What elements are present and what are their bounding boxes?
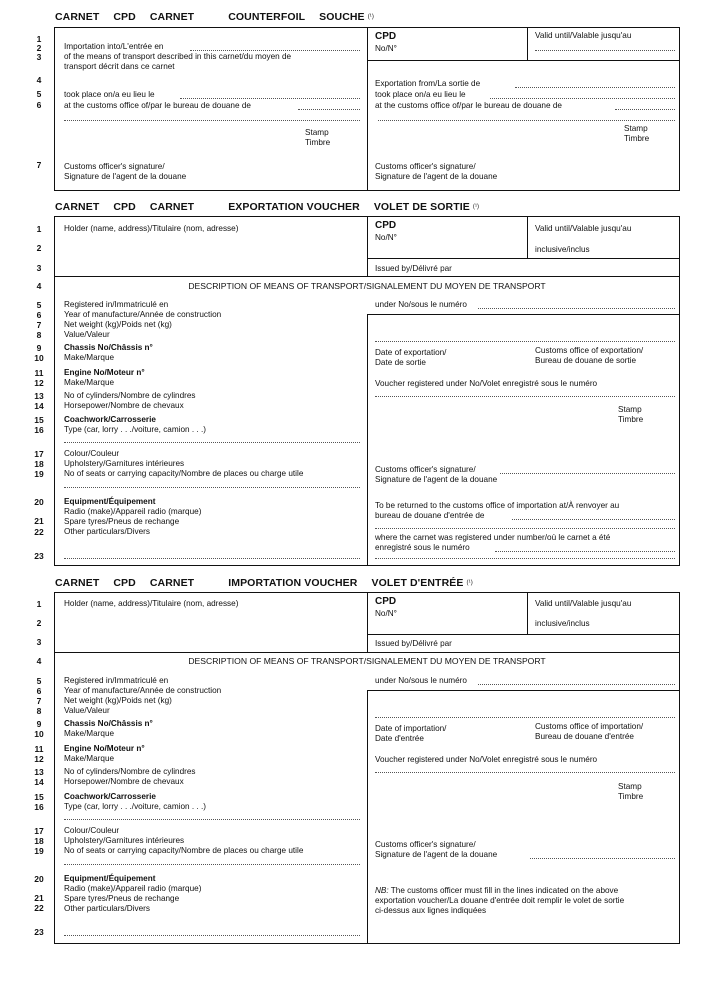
return-line-2: bureau de douane d'entrée de xyxy=(375,511,485,520)
date-office-field[interactable] xyxy=(375,341,675,342)
field-spare-tyres: Spare tyres/Pneus de rechange xyxy=(64,517,180,526)
importation-into-label: Importation into/L'entrée en xyxy=(64,42,164,51)
field-spare-tyres: Spare tyres/Pneus de rechange xyxy=(64,894,180,903)
line-number: 2 xyxy=(36,43,42,53)
line-number: 11 xyxy=(34,368,44,378)
divider xyxy=(367,60,680,61)
line-number: 2 xyxy=(36,243,42,253)
title-en: COUNTERFOIL xyxy=(228,11,306,23)
counterfoil-header xyxy=(55,11,374,23)
seats-extra-field[interactable] xyxy=(64,487,360,488)
line-number: 6 xyxy=(36,686,42,696)
line-number: 4 xyxy=(36,656,42,666)
carnet-label: CARNET xyxy=(149,201,195,213)
field-radio: Radio (make)/Appareil radio (marque) xyxy=(64,507,202,516)
field-year-of-manufacture: Year of manufacture/Année de construction xyxy=(64,310,222,319)
date-office-field[interactable] xyxy=(375,717,675,718)
where-number-field-2[interactable] xyxy=(375,558,675,559)
line-number: 3 xyxy=(36,52,42,62)
field-cylinders: No of cylinders/Nombre de cylindres xyxy=(64,391,196,400)
divider xyxy=(54,652,680,653)
line-number: 6 xyxy=(36,310,42,320)
took-place-label: took place on/a eu lieu le xyxy=(64,90,155,99)
nb-line-3: ci-dessus aux lignes indiquées xyxy=(375,906,487,915)
field-equipment: Equipment/Équipement xyxy=(64,497,156,506)
title-fr: VOLET DE SORTIE xyxy=(373,201,470,213)
line-number: 17 xyxy=(34,826,44,836)
stamp-label: Stamp xyxy=(624,124,648,133)
footnote-mark: (¹) xyxy=(367,14,374,20)
field-coachwork: Coachwork/Carrosserie xyxy=(64,792,156,801)
divider xyxy=(367,314,368,566)
line-number: 9 xyxy=(36,719,42,729)
stamp-label: Stamp xyxy=(305,128,329,137)
where-line-2: enregistré sous le numéro xyxy=(375,543,470,552)
inclusive-label: inclusive/inclus xyxy=(535,245,590,254)
line-number: 1 xyxy=(36,224,42,234)
line-number: 5 xyxy=(36,300,42,310)
cpd-label: CPD xyxy=(375,31,397,42)
took-place-label: took place on/a eu lieu le xyxy=(375,90,466,99)
took-place-field[interactable] xyxy=(490,98,675,99)
type-extra-field[interactable] xyxy=(64,442,360,443)
field-colour: Colour/Couleur xyxy=(64,449,120,458)
line-number: 10 xyxy=(34,729,44,739)
signature-field[interactable] xyxy=(500,473,675,474)
signature-en: Customs officer's signature/ xyxy=(375,162,476,171)
divider xyxy=(367,314,680,315)
signature-fr: Signature de l'agent de la douane xyxy=(375,850,498,859)
divider xyxy=(367,27,368,191)
holder-label: Holder (name, address)/Titulaire (nom, adresse) xyxy=(64,599,239,608)
voucher-registered-field[interactable] xyxy=(375,772,675,773)
signature-fr: Signature de l'agent de la douane xyxy=(375,172,498,181)
nb-line-2: exportation voucher/La douane d'entrée doit remplir le volet de sortie xyxy=(375,896,625,905)
line-number: 20 xyxy=(34,497,44,507)
line-number: 14 xyxy=(34,401,44,411)
return-line-1: To be returned to the customs office of importation at/À renvoyer au xyxy=(375,501,620,510)
where-line-1: where the carnet was registered under number/où le carnet a été xyxy=(375,533,611,542)
date-label-fr: Date de sortie xyxy=(375,358,426,367)
field-engine-no: Engine No/Moteur n° xyxy=(64,368,145,377)
line-number: 3 xyxy=(36,637,42,647)
customs-office-field-2[interactable] xyxy=(64,120,360,121)
office-label-en: Customs office of exportation/ xyxy=(535,346,644,355)
issued-by-label: Issued by/Délivré par xyxy=(375,264,452,273)
line-number: 14 xyxy=(34,777,44,787)
line-number: 7 xyxy=(36,160,42,170)
description-heading: DESCRIPTION OF MEANS OF TRANSPORT/SIGNALEMENT DU MOYEN DE TRANSPORT xyxy=(188,281,546,291)
line-number: 12 xyxy=(34,754,44,764)
valid-until-label: Valid until/Valable jusqu'au xyxy=(535,31,632,40)
field-horsepower: Horsepower/Nombre de chevaux xyxy=(64,401,184,410)
under-no-label: under No/sous le numéro xyxy=(375,300,467,309)
field-chassis-make: Make/Marque xyxy=(64,729,115,738)
field-net-weight: Net weight (kg)/Poids net (kg) xyxy=(64,696,172,705)
customs-office-field-2[interactable] xyxy=(378,120,675,121)
line-number: 16 xyxy=(34,425,44,435)
line-number: 7 xyxy=(36,320,42,330)
line-number: 1 xyxy=(36,34,42,44)
voucher-registered-label: Voucher registered under No/Volet enregistré sous le numéro xyxy=(375,755,598,764)
divider xyxy=(527,592,528,634)
field-seats: No of seats or carrying capacity/Nombre de places ou charge utile xyxy=(64,469,304,478)
under-no-label: under No/sous le numéro xyxy=(375,676,467,685)
timbre-label: Timbre xyxy=(305,138,331,147)
carnet-label: CARNET xyxy=(149,577,195,589)
customs-office-field[interactable] xyxy=(298,109,360,110)
timbre-label: Timbre xyxy=(624,134,650,143)
timbre-label: Timbre xyxy=(618,415,644,424)
nb-label: NB: xyxy=(375,886,389,895)
line-number: 3 xyxy=(36,263,42,273)
issued-by-label: Issued by/Délivré par xyxy=(375,639,452,648)
exportation-from-field[interactable] xyxy=(515,87,675,88)
description-heading: DESCRIPTION OF MEANS OF TRANSPORT/SIGNALEMENT DU MOYEN DE TRANSPORT xyxy=(188,656,546,666)
line-number: 23 xyxy=(34,927,44,937)
field-year-of-manufacture: Year of manufacture/Année de construction xyxy=(64,686,222,695)
line-number: 15 xyxy=(34,415,44,425)
divider xyxy=(367,216,368,276)
divider xyxy=(527,27,528,60)
means-line-2: transport décrit dans ce carnet xyxy=(64,62,175,71)
line-number: 23 xyxy=(34,551,44,561)
line-number: 17 xyxy=(34,449,44,459)
line-number: 21 xyxy=(34,516,44,526)
signature-en: Customs officer's signature/ xyxy=(375,465,476,474)
field-type: Type (car, lorry . . ./voiture, camion . . .) xyxy=(64,425,206,434)
holder-label: Holder (name, address)/Titulaire (nom, adresse) xyxy=(64,224,239,233)
line-number: 16 xyxy=(34,802,44,812)
field-other: Other particulars/Divers xyxy=(64,904,150,913)
line-number: 12 xyxy=(34,378,44,388)
field-engine-no: Engine No/Moteur n° xyxy=(64,744,145,753)
footnote-mark: (¹) xyxy=(472,204,480,210)
import-voucher-header xyxy=(55,577,473,589)
title-fr: VOLET D'ENTRÉE xyxy=(371,577,464,589)
line-number: 6 xyxy=(36,100,42,110)
field-upholstery: Upholstery/Garnitures intérieures xyxy=(64,459,185,468)
line-23-field[interactable] xyxy=(64,935,360,936)
signature-field[interactable] xyxy=(530,858,675,859)
valid-until-label: Valid until/Valable jusqu'au xyxy=(535,599,632,608)
valid-until-field[interactable] xyxy=(535,50,675,51)
line-number: 7 xyxy=(36,696,42,706)
nb-text: The customs officer must fill in the lines indicated on the above xyxy=(390,886,619,895)
line-23-field[interactable] xyxy=(64,558,360,559)
where-number-field[interactable] xyxy=(495,551,675,552)
divider xyxy=(367,592,368,652)
footnote-mark: (¹) xyxy=(466,580,473,586)
cpd-label: CPD xyxy=(113,577,136,589)
line-number: 19 xyxy=(34,846,44,856)
office-label-fr: Bureau de douane de sortie xyxy=(535,356,637,365)
seats-extra-field[interactable] xyxy=(64,864,360,865)
cpd-label: CPD xyxy=(113,201,136,213)
field-value: Value/Valeur xyxy=(64,706,110,715)
field-colour: Colour/Couleur xyxy=(64,826,120,835)
date-label-en: Date of importation/ xyxy=(375,724,447,733)
cpd-label: CPD xyxy=(375,220,397,231)
line-number: 8 xyxy=(36,706,42,716)
carnet-label: CARNET xyxy=(55,201,100,213)
carnet-label: CARNET xyxy=(55,11,100,23)
cpd-label: CPD xyxy=(113,11,136,23)
line-number: 1 xyxy=(36,599,42,609)
field-net-weight: Net weight (kg)/Poids net (kg) xyxy=(64,320,172,329)
field-seats: No of seats or carrying capacity/Nombre de places ou charge utile xyxy=(64,846,304,855)
field-registered-in: Registered in/Immatriculé en xyxy=(64,676,169,685)
line-number: 8 xyxy=(36,330,42,340)
line-number: 11 xyxy=(34,744,44,754)
office-label-en: Customs office of importation/ xyxy=(535,722,644,731)
divider xyxy=(367,634,680,635)
no-label: No/N° xyxy=(375,233,397,242)
field-chassis-no: Chassis No/Châssis n° xyxy=(64,719,153,728)
took-place-field[interactable] xyxy=(180,98,360,99)
divider xyxy=(527,216,528,258)
line-number: 18 xyxy=(34,459,44,469)
field-equipment: Equipment/Équipement xyxy=(64,874,156,883)
field-engine-make: Make/Marque xyxy=(64,378,115,387)
signature-fr: Signature de l'agent de la douane xyxy=(64,172,187,181)
field-registered-in: Registered in/Immatriculé en xyxy=(64,300,169,309)
title-fr: SOUCHE xyxy=(319,11,365,23)
carnet-label: CARNET xyxy=(149,11,195,23)
office-label-fr: Bureau de douane d'entrée xyxy=(535,732,634,741)
line-number: 15 xyxy=(34,792,44,802)
importation-into-field[interactable] xyxy=(190,50,360,51)
line-number: 22 xyxy=(34,527,44,537)
title-en: EXPORTATION VOUCHER xyxy=(228,201,360,213)
signature-en: Customs officer's signature/ xyxy=(375,840,476,849)
line-number: 22 xyxy=(34,903,44,913)
field-chassis-make: Make/Marque xyxy=(64,353,115,362)
inclusive-label: inclusive/inclus xyxy=(535,619,590,628)
field-type: Type (car, lorry . . ./voiture, camion . . .) xyxy=(64,802,206,811)
export-voucher-header xyxy=(55,201,479,213)
field-coachwork: Coachwork/Carrosserie xyxy=(64,415,156,424)
means-line-1: of the means of transport described in this carnet/du moyen de xyxy=(64,52,292,61)
line-number: 5 xyxy=(36,89,42,99)
under-no-field[interactable] xyxy=(478,684,675,685)
cpd-label: CPD xyxy=(375,596,397,607)
date-label-fr: Date d'entrée xyxy=(375,734,424,743)
line-number: 9 xyxy=(36,343,42,353)
line-number: 4 xyxy=(36,75,42,85)
line-number: 20 xyxy=(34,874,44,884)
customs-office-label: at the customs office of/par le bureau de douane de xyxy=(375,101,562,110)
field-horsepower: Horsepower/Nombre de chevaux xyxy=(64,777,184,786)
line-number: 13 xyxy=(34,767,44,777)
return-office-field[interactable] xyxy=(512,519,675,520)
under-no-field[interactable] xyxy=(478,308,675,309)
divider xyxy=(367,690,680,691)
divider xyxy=(367,690,368,944)
no-label: No/N° xyxy=(375,609,397,618)
line-number: 21 xyxy=(34,893,44,903)
divider xyxy=(54,276,680,277)
timbre-label: Timbre xyxy=(618,792,644,801)
field-value: Value/Valeur xyxy=(64,330,110,339)
field-chassis-no: Chassis No/Châssis n° xyxy=(64,343,153,352)
carnet-label: CARNET xyxy=(55,577,100,589)
customs-office-label: at the customs office of/par le bureau de douane de xyxy=(64,101,251,110)
divider xyxy=(367,258,680,259)
exportation-from-label: Exportation from/La sortie de xyxy=(375,79,481,88)
field-cylinders: No of cylinders/Nombre de cylindres xyxy=(64,767,196,776)
customs-office-field[interactable] xyxy=(615,109,675,110)
line-number: 10 xyxy=(34,353,44,363)
date-label-en: Date of exportation/ xyxy=(375,348,447,357)
voucher-registered-field[interactable] xyxy=(375,396,675,397)
field-radio: Radio (make)/Appareil radio (marque) xyxy=(64,884,202,893)
stamp-label: Stamp xyxy=(618,405,642,414)
nb-line-1 xyxy=(375,886,618,895)
line-number: 5 xyxy=(36,676,42,686)
voucher-registered-label: Voucher registered under No/Volet enregistré sous le numéro xyxy=(375,379,598,388)
field-upholstery: Upholstery/Garnitures intérieures xyxy=(64,836,185,845)
line-number: 18 xyxy=(34,836,44,846)
type-extra-field[interactable] xyxy=(64,819,360,820)
signature-en: Customs officer's signature/ xyxy=(64,162,165,171)
return-office-field-2[interactable] xyxy=(375,528,675,529)
stamp-label: Stamp xyxy=(618,782,642,791)
line-number: 2 xyxy=(36,618,42,628)
field-other: Other particulars/Divers xyxy=(64,527,150,536)
field-engine-make: Make/Marque xyxy=(64,754,115,763)
valid-until-label: Valid until/Valable jusqu'au xyxy=(535,224,632,233)
title-en: IMPORTATION VOUCHER xyxy=(228,577,358,589)
line-number: 19 xyxy=(34,469,44,479)
line-number: 13 xyxy=(34,391,44,401)
line-number: 4 xyxy=(36,281,42,291)
signature-fr: Signature de l'agent de la douane xyxy=(375,475,498,484)
no-label: No/N° xyxy=(375,44,397,53)
